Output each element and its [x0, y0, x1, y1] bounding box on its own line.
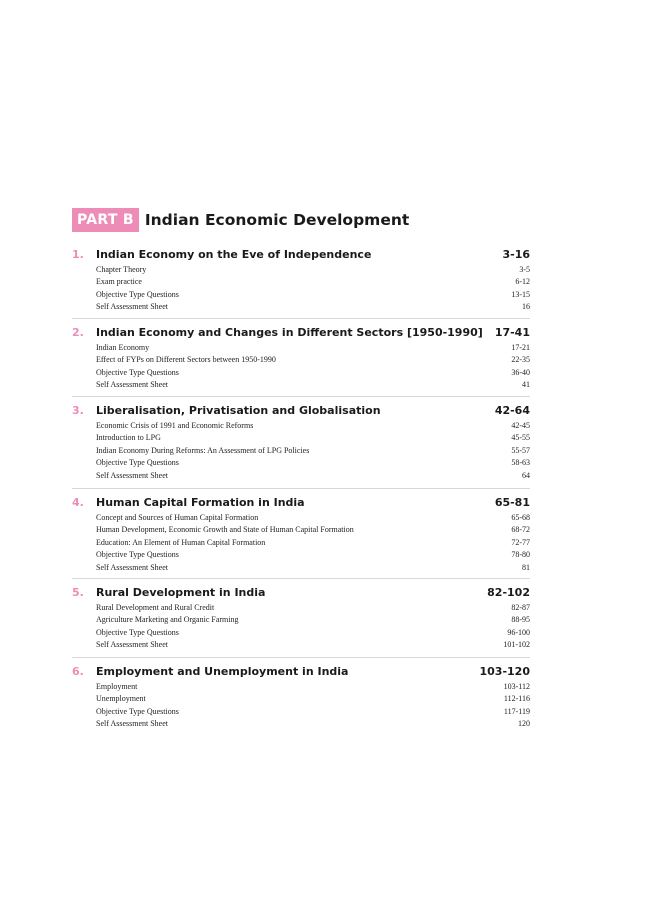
topic-list — [72, 602, 530, 652]
topic-item — [96, 301, 530, 313]
topic-page-range: 55-57 — [511, 445, 530, 455]
topic-page-range: 22-35 — [511, 355, 530, 365]
chapter-entry — [72, 404, 530, 482]
chapter-page-range: 82-102 — [487, 586, 530, 599]
section-divider — [72, 318, 530, 319]
topic-label: Introduction to LPG — [96, 433, 161, 443]
topic-list — [72, 512, 530, 574]
topic-page-range: 72-77 — [511, 537, 530, 547]
chapter-entry — [72, 496, 530, 574]
topic-label: Self Assessment Sheet — [96, 640, 168, 650]
topic-item — [96, 512, 530, 524]
topic-label: Objective Type Questions — [96, 627, 179, 637]
chapter-number: 3. — [72, 404, 84, 417]
part-badge: PART B — [72, 208, 139, 232]
topic-label: Objective Type Questions — [96, 367, 179, 377]
topic-page-range: 41 — [522, 380, 530, 390]
topic-item — [96, 718, 530, 730]
topic-page-range: 96-100 — [507, 627, 530, 637]
topic-page-range: 6-12 — [515, 277, 530, 287]
topic-label: Rural Development and Rural Credit — [96, 603, 215, 612]
chapter-number: 1. — [72, 248, 84, 261]
topic-item — [96, 367, 530, 379]
topic-page-range: 68-72 — [511, 525, 530, 535]
chapter-entry — [72, 665, 530, 731]
chapter-page-range: 65-81 — [494, 496, 530, 509]
topic-page-range: 3-5 — [519, 265, 530, 274]
topic-label: Economic Crisis of 1991 and Economic Reforms — [96, 421, 254, 430]
section-divider — [72, 396, 530, 397]
chapter-heading — [72, 248, 530, 264]
chapter-entry — [72, 326, 530, 392]
section-divider — [72, 578, 530, 579]
chapter-number: 4. — [72, 496, 84, 509]
chapter-page-range: 17-41 — [494, 326, 530, 339]
topic-item — [96, 457, 530, 469]
topic-page-range: 103-112 — [503, 682, 530, 691]
chapter-heading — [72, 665, 530, 681]
topic-item — [96, 524, 530, 536]
topic-page-range: 82-87 — [511, 603, 530, 612]
topic-page-range: 78-80 — [511, 550, 530, 560]
topic-page-range: 64 — [522, 470, 530, 480]
topic-page-range: 17-21 — [511, 343, 530, 352]
chapter-title: Indian Economy on the Eve of Independence — [96, 248, 372, 261]
chapter-title: Employment and Unemployment in India — [96, 665, 349, 678]
topic-item — [96, 264, 530, 276]
topic-label: Self Assessment Sheet — [96, 719, 168, 729]
topic-page-range: 120 — [518, 719, 530, 729]
chapter-heading — [72, 496, 530, 512]
chapter-title: Rural Development in India — [96, 586, 266, 599]
topic-page-range: 88-95 — [511, 615, 530, 625]
topic-item — [96, 354, 530, 366]
topic-item — [96, 562, 530, 574]
chapter-number: 2. — [72, 326, 84, 339]
chapter-heading — [72, 326, 530, 342]
topic-label: Objective Type Questions — [96, 289, 179, 299]
chapter-heading — [72, 586, 530, 602]
topic-page-range: 112-116 — [503, 694, 530, 704]
topic-label: Agriculture Marketing and Organic Farming — [96, 615, 239, 625]
topic-item — [96, 639, 530, 651]
chapter-heading — [72, 404, 530, 420]
topic-label: Education: An Element of Human Capital Formation — [96, 537, 266, 547]
topic-page-range: 101-102 — [503, 640, 530, 650]
topic-item — [96, 420, 530, 432]
topic-label: Objective Type Questions — [96, 458, 179, 468]
chapter-entry — [72, 248, 530, 314]
topic-label: Objective Type Questions — [96, 550, 179, 560]
chapter-entry — [72, 586, 530, 652]
topic-label: Employment — [96, 682, 138, 691]
topic-item — [96, 537, 530, 549]
topic-list — [72, 681, 530, 731]
chapter-page-range: 42-64 — [494, 404, 530, 417]
chapter-title: Human Capital Formation in India — [96, 496, 305, 509]
topic-page-range: 36-40 — [511, 367, 530, 377]
topic-label: Human Development, Economic Growth and State of Human Capital Formation — [96, 525, 354, 535]
section-divider — [72, 488, 530, 489]
topic-page-range: 117-119 — [503, 706, 530, 716]
topic-item — [96, 276, 530, 288]
chapter-page-range: 3-16 — [502, 248, 530, 261]
chapter-number: 5. — [72, 586, 84, 599]
topic-list — [72, 342, 530, 392]
chapter-number: 6. — [72, 665, 84, 678]
topic-label: Exam practice — [96, 277, 142, 287]
topic-label: Concept and Sources of Human Capital Formation — [96, 513, 259, 522]
topic-page-range: 16 — [522, 302, 530, 312]
chapter-page-range: 103-120 — [479, 665, 530, 678]
topic-item — [96, 342, 530, 354]
topic-item — [96, 549, 530, 561]
topic-item — [96, 627, 530, 639]
topic-page-range: 45-55 — [511, 433, 530, 443]
topic-label: Self Assessment Sheet — [96, 380, 168, 390]
topic-page-range: 58-63 — [511, 458, 530, 468]
topic-list — [72, 420, 530, 482]
topic-item — [96, 693, 530, 705]
topic-label: Indian Economy — [96, 343, 150, 352]
topic-page-range: 13-15 — [511, 289, 530, 299]
topic-label: Indian Economy During Reforms: An Assessment of LPG Policies — [96, 445, 310, 455]
topic-list — [72, 264, 530, 314]
topic-page-range: 42-45 — [511, 421, 530, 430]
topic-label: Unemployment — [96, 694, 146, 704]
part-title: Indian Economic Development — [144, 211, 410, 229]
topic-label: Objective Type Questions — [96, 706, 179, 716]
topic-item — [96, 470, 530, 482]
topic-item — [96, 445, 530, 457]
topic-item — [96, 681, 530, 693]
topic-label: Effect of FYPs on Different Sectors between 1950-1990 — [96, 355, 276, 365]
topic-item — [96, 289, 530, 301]
topic-label: Self Assessment Sheet — [96, 470, 168, 480]
topic-label: Self Assessment Sheet — [96, 302, 168, 312]
topic-page-range: 81 — [522, 562, 530, 572]
topic-item — [96, 379, 530, 391]
topic-item — [96, 614, 530, 626]
part-header — [72, 208, 409, 232]
section-divider — [72, 657, 530, 658]
topic-label: Self Assessment Sheet — [96, 562, 168, 572]
topic-item — [96, 602, 530, 614]
chapter-title: Indian Economy and Changes in Different Sectors [1950-1990] — [96, 326, 483, 339]
topic-label: Chapter Theory — [96, 265, 147, 274]
topic-item — [96, 432, 530, 444]
topic-item — [96, 706, 530, 718]
topic-page-range: 65-68 — [511, 513, 530, 522]
chapter-title: Liberalisation, Privatisation and Globalisation — [96, 404, 381, 417]
